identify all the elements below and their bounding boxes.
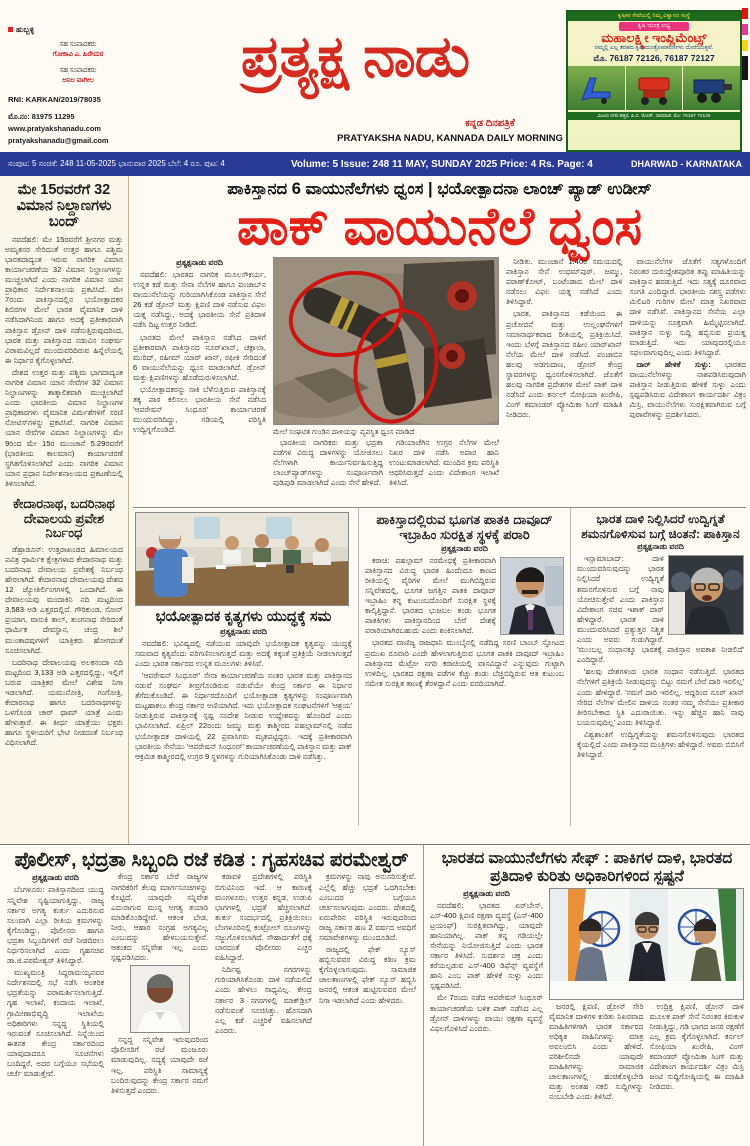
editor-label: ಸಹ ಸಂಪಾದಕರು bbox=[59, 41, 97, 49]
editor-name: ಗೋಕಾವಿ ಎ. ಹಿರೇಮಠ bbox=[52, 51, 104, 59]
contact-block bbox=[8, 111, 148, 147]
editor-block bbox=[8, 40, 148, 60]
police-article-column-3 bbox=[215, 872, 312, 1097]
main-story-paragraph: ಭಯೋತ್ಪಾದಕರನ್ನು ಸಾಕಿ ಬೆಳೆಸುತ್ತಿರುವ ಪಾಕಿಸ್ತಾನಕ್ಕೆ ತಕ್ಕ ಪಾಠ ಕಲಿಸಲು ಭಾರತೀಯ ಸೇನೆ ನಡೆಸಿದ 'ಆಪರೇಷನ್ ಸಿಂಧೂರ' ಕಾರ್ಯಾಚರಣೆ ಮುಂದುವರಿದಿದ್ದು, ಗಡಿಯಲ್ಲಿ ಪರಿಸ್ಥಿತಿ ಉದ್ವಿಗ್ನಗೊಂಡಿದೆ. bbox=[133, 385, 266, 435]
airbase-article-column-1 bbox=[430, 888, 543, 1105]
rail-article1-paragraph: ನವದೆಹಲಿ: ಮೇ 15ರವರೆಗೆ ಶ್ರೀನಗರ ಮತ್ತು ಅಮೃತಸರ ಸೇರಿದಂತೆ ಉತ್ತರ ಹಾಗೂ ಪಶ್ಚಿಮ ಭಾರತದಾದ್ಯಂತ ಇರುವ ನಾಗರಿಕ ವಿಮಾನ ಕಾರ್ಯಾಚರಣೆಯ 32 ವಿಮಾನ ನಿಲ್ದಾಣಗಳನ್ನು ಮುಚ್ಚಲಾಗಿದೆ ಎಂದು ನಾಗರಿಕ ವಿಮಾನ ಯಾನ ಪ್ರಾಧಿಕಾರ ನಿರ್ದೇಶನಾಲಯ ಪ್ರಕಟಿಸಿದೆ. ಮೇ 7ರಂದು ಪಾಕಿಸ್ತಾನದಲ್ಲಿನ ಭಯೋತ್ಪಾದಕರ ಶಿಬಿರಗಳ ಮೇಲೆ ಭಾರತ ವೈಮಾನಿಕ ದಾಳಿ ನಡೆಸಿದಾಗಿನಿಂದ ಹಾಗೂ ಅದಕ್ಕೆ ಪ್ರತೀಕಾರವಾಗಿ ಪಾಕಿಸ್ತಾನ ಡ್ರೋನ್ ದಾಳಿ ನಡೆಸುತ್ತಿರುವುದರಿಂದ, ಭಾರತ ಮತ್ತು ಪಾಕಿಸ್ತಾನದ ನಡುವಿನ ಸಂಘರ್ಷ ವಿರಾಮವಿಲ್ಲದೆ ಮುಂದುವರಿದಿರುವ ಹಿನ್ನೆಲೆಯಲ್ಲಿ ಈ ನಿರ್ಧಾರ ಕೈಗೊಳ್ಳಲಾಗಿದೆ. bbox=[5, 234, 123, 365]
masthead-info-block bbox=[8, 24, 148, 147]
byline: ಪ್ರತ್ಯಕ್ಷನಾಡು ವರದಿ bbox=[176, 258, 223, 267]
main-photo-caption: ಮೇಲೆ ಸಂಘಟಿತ ಗುಂಡಿನ ದಾಳಿಯನ್ನು ವ್ಯವಸ್ಥಿತ ಧ್ವಂಸ ಮಾಡಿದೆ bbox=[273, 427, 415, 436]
airbase-safe-article bbox=[424, 845, 750, 1146]
dawood-article bbox=[359, 508, 571, 826]
left-rail bbox=[0, 176, 129, 844]
editor-block bbox=[8, 66, 148, 86]
pakistan-reaction-headline: ಭಾರತ ದಾಳಿ ನಿಲ್ಲಿಸಿದರೆ ಉದ್ವಿಗ್ನತೆ ಶಮನಗೊಳಿಸುವ ಬಗ್ಗೆ ಚಿಂತನೆ: ಪಾಕಿಸ್ತಾನ bbox=[581, 512, 740, 541]
pm-meeting-photo bbox=[135, 512, 349, 606]
airbase-article-right bbox=[549, 888, 744, 1105]
ad-product-photos bbox=[568, 66, 740, 110]
edition-region: DHARWAD - KARNATAKA bbox=[631, 159, 742, 169]
masthead bbox=[0, 0, 750, 152]
ad-subtitle: ನಮ್ಮಲ್ಲಿ ಎಲ್ಲ ತರಹದ ಕೃಷಿ ಯಂತ್ರೋಪಕರಣಗಳು ದೊರೆಯುತ್ತವೆ. bbox=[594, 45, 714, 52]
airbase-safe-headline: ಭಾರತದ ವಾಯುನೆಲೆಗಳು ಸೇಫ್ : ಪಾಕಿಗಳ ದಾಳಿ, ಭಾರತದ ಪ್ರತಿದಾಳಿ ಕುರಿತು ಅಧಿಕಾರಿಗಳಿಂದ ಸ್ಪಷ್ಟನೆ bbox=[441, 850, 733, 886]
terror-war-article bbox=[133, 508, 359, 826]
police-article-column-1 bbox=[7, 872, 104, 1097]
police-paragraph: ಕರಾವಳಿ ಪ್ರದೇಶಗಳಲ್ಲಿ ಪರಿಸ್ಥಿತಿ ಬಿಗುವಿನಿಂದ ಇದೆ. ಆ ಕಾರಣಕ್ಕೆ ಮಂಗಳೂರು, ಉತ್ತರ ಕನ್ನಡ, ಉಡುಪಿ ಭಾಗಗಳಲ್ಲಿ ಭದ್ರತೆ ಹೆಚ್ಚಿಸಲಾಗಿದೆ. ತುರ್ತು ಸಂದರ್ಭದಲ್ಲಿ ಪ್ರತಿಕ್ರಿಯಿಸಲು ಬೆಂಗಳೂರಿನಲ್ಲಿ ಕಂಟ್ರೋಲ್ ರೂಂಗಳನ್ನು ಸಜ್ಜುಗೊಳಿಸಲಾಗಿದೆ. ಸೌಹಾರ್ದತೆಗೆ ಧಕ್ಕೆ ಬಾರದಂತೆ ಪೊಲೀಸರು ಎಚ್ಚರ ವಹಿಸಿದ್ದಾರೆ. bbox=[215, 872, 312, 963]
print-color-mark bbox=[742, 8, 748, 19]
tagline-kannada: ಕನ್ನಡ ದಿನಪತ್ರಿಕೆ bbox=[465, 118, 515, 129]
bottom-band bbox=[0, 844, 750, 1146]
byline: ಪ್ರತ್ಯಕ್ಷನಾಡು ವರದಿ bbox=[637, 542, 684, 552]
rail-article2-headline: ಕೇದಾರನಾಥ, ಬದರಿನಾಥ ದೇವಾಲಯ ಪ್ರವೇಶ ನಿರ್ಬಂಧ bbox=[13, 496, 115, 541]
paragraph-lead: ದಾರ್ ಹೇಳಿಕೆ ಸುಳ್ಳು: bbox=[636, 359, 726, 369]
ad-address: ವಿಜಯ ನಗರ ಹತ್ತಿರ, ಪಿ.ಬಿ. ರೋಡ್, ಧಾರವಾಡ. ಮೊ: 76187 72126 bbox=[568, 112, 740, 120]
main-story-column-4 bbox=[506, 257, 623, 503]
wreckage-photo bbox=[273, 257, 499, 425]
main-story-paragraph: ನವದೆಹಲಿ: ಭಾರತದ ನಾಗರಿಕ ಮೂಲಸೌಕರ್ಯ, ಉನ್ನತ ಕಡೆ ಮತ್ತು ಸೇನಾ ನೆಲೆಗಳ ಹಾಗೂ ಪಂಜಾಬ್‌ನ ವಾಯುನೆಲೆಯನ್ನು ಗುರಿಯಾಗಿಸಿಕೊಂಡ ಪಾಕಿಸ್ತಾನ ಸೇನೆ 26 ಕಡೆ ಡ್ರೋನ್ ಮತ್ತು ಕ್ಷಿಪಣಿ ದಾಳಿ ನಡೆಸುವ ವಿಫಲ ಯತ್ನ ನಡೆಸಿದ್ದು, ಅದಕ್ಕೆ ಭಾರತೀಯ ಸೇನೆ ಪ್ರತಿದಾಳಿ ನಡೆಸಿ ದಿಟ್ಟ ಉತ್ತರ ನೀಡಿದೆ. bbox=[133, 270, 266, 330]
airbase-paragraph: ಜನರಲ್ಲಿ ಕ್ಷಿಪಣಿ, ಡ್ರೋನ್ ಸೇರಿ ವೈಮಾನಿಕ ದಾಳಿಗಳ ಕುರಿತು ನಿಖರವಾದ ಮಾಹಿತಿಗಳಿಗಾಗಿ ಭಾರತ ಸರ್ಕಾರದ ಅಧಿಕೃತ ವಾಹಿನಿಗಳನ್ನು ಮಾತ್ರ ಅವಲಂಬಿಸಿ ಎಂದು ಹೇಳಿದೆ. ಪರಿಶೀಲಿಸದೇ ಯಾವುದೇ ಮಾಹಿತಿಗಳನ್ನು ಸಾಮಾಜಿಕ ಜಾಲತಾಣಗಳಲ್ಲಿ ಹಂಚಿಕೊಳ್ಳಬೇಡಿ ಮತ್ತು ಅಂತಹ ನಕಲಿ ಸುದ್ದಿಗಳನ್ನು ನಂಬಬೇಡಿ ಎಂದು ತಿಳಿಸಿದೆ. bbox=[549, 1001, 644, 1102]
issue-info-bar bbox=[0, 152, 750, 176]
dawood-paragraph: ಕರಾಚಿ: ಪಹಲ್ಗಾಮ್ ನರಮೇಧಕ್ಕೆ ಪ್ರತೀಕಾರವಾಗಿ ಪಾಕಿಸ್ತಾನದ ವಿರುದ್ಧ ಭಾರತ ಹಿಂದೆಂದೂ ಕಾಣದ ರೀತಿಯಲ್ಲಿ ವೈರಿಗಳ ಮೇಲೆ ಮುಗಿಬಿದ್ದಿರುವ ಸನ್ನಿವೇಶದಲ್ಲಿ, ಭೂಗತ ಜಗತ್ತಿನ ಪಾತಕಿ ದಾವೂದ್ ಇಬ್ರಾಹಿಂ ತನ್ನ ಕುಟುಂಬದೊಂದಿಗೆ ಸುರಕ್ಷಿತ ಸ್ಥಳಕ್ಕೆ ಕಾಲ್ಕಿತ್ತಿದ್ದಾನೆ. ಭಾರತದ ಭುಜಬಲ ಕಂಡು ಭೂಗತ ಪಾತಕಿಗಳು ಪಾಕಿಸ್ತಾನದಿಂದ ಬೇರೆ ದೇಶಕ್ಕೆ ಪರಾರಿಯಾಗಿರಬಹುದು ಎಂದು ಶಂಕಿಸಲಾಗಿದೆ. bbox=[365, 555, 496, 636]
website-link[interactable]: www.pratyakshanadu.com bbox=[8, 124, 101, 134]
main-story-paragraph: ವಾಯುನೆಲೆಗಳ ಜೊತೆಗೆ ಸತ್ಯಗಳೊಂದಿಗೆ ನಿರಂತರ ದುರುದ್ದೇಶಪೂರಿತ ತಪ್ಪು ಮಾಹಿತಿಯನ್ನು ಪಾಕಿಸ್ತಾನ ಹರಡುತ್ತಿದೆ. ಇದು ಸತ್ಯಕ್ಕೆ ದೂರವಾದ ಸಂಗತಿ ಎಂದಿದ್ದಾರೆ. ಭಾರತೀಯ ಸಶಸ್ತ್ರ ಪಡೆಗಳು ಮಿಲಿಟರಿ ಗುರಿಗಳ ಮೇಲೆ ಮಾತ್ರ ನಿಖರವಾದ ದಾಳಿ ನಡೆಸಿವೆ. ಪಾಕಿಸ್ತಾನದ ಸೇನೆಯ ಎಲ್ಲಾ ದಾಳಿಯನ್ನು ಸೂಕ್ತವಾಗಿ ಹಿಮ್ಮೆಟ್ಟಿಸಲಾಗಿದೆ. ಪಾಕಿಸ್ತಾನ ಸುಳ್ಳು ಸುದ್ದಿ ಹಬ್ಬಿಸುವ ಪ್ರಯತ್ನ ಮಾಡುತ್ತಿದೆ. ಇದು ಯಾವುದರಲ್ಲಿಯೂ ಸಫಲವಾಗುವುದಿಲ್ಲ ಎಂದು ತಿಳಿಸಿದ್ದಾರೆ. bbox=[629, 257, 746, 357]
ad-top-banner: ಕೃಷಿಕರ ಸೇವೆಯಲ್ಲಿ ನಿಮ್ಮ ವಿಶ್ವಾಸದ ಸಂಸ್ಥೆ bbox=[568, 12, 740, 21]
pakistan-paragraph: ಇಸ್ಲಾಮಾಬಾದ್: ದಾಳಿ ಮುಂದುವರಿಸುವುದನ್ನು ಭಾರತ ನಿಲ್ಲಿಸಿದರೆ ಉದ್ವಿಗ್ನತೆ ಶಮನಗೊಳಿಸುವ ಬಗ್ಗೆ ನಾವು ಯೋಚಿಸುತ್ತೇವೆ ಎಂದು ಪಾಕಿಸ್ತಾನ ವಿದೇಶಾಂಗ ಸಚಿವ ಇಶಾಕ್ ದಾರ್ ಹೇಳಿದ್ದಾರೆ. ಭಾರತ ದಾಳಿ ಮುಂದುವರಿಸಿದರೆ ಪ್ರತ್ಯುತ್ತರ ನಿಶ್ಚಿತ ಎಂದು ಅವರು ಗುಡುಗಿದ್ದಾರೆ. 'ಮುಂಬಲ್ಲ ಸಂಧಾನಕ್ಕೂ ಭಾರತಕ್ಕೆ ಪಾಕಿಸ್ತಾನ ಅವಕಾಶ ನೀಡಲಿದೆ' ಎಂದಿದ್ದಾರೆ. bbox=[577, 554, 744, 665]
rail-article2-paragraph: ಬದರಿನಾಥ ದೇವಾಲಯವು ಅಲಕನಂದಾ ನದಿ ಮಟ್ಟದಿಂದ 3,133 ಅಡಿ ಎತ್ತರದಲ್ಲಿದ್ದು, ಇಲ್ಲಿಗೆ ಬರುವ ಯಾತ್ರಿಕರ ಮೇಲೆ ವಿಶೇಷ ನಿಗಾ ಇಡಲಾಗಿದೆ. ಯಮುನೋತ್ರಿ, ಗಂಗೋತ್ರಿ, ಕೇದಾರನಾಥ ಹಾಗೂ ಬದರಿನಾಥಗಳನ್ನು ಒಳಗೊಂಡ ಚಾರ್ ಧಾಮ್ ಯಾತ್ರೆ ಎಂದು ಹೇಳುತ್ತಾರೆ. ಈ ತೀರ್ಥ ಯಾತ್ರೆಯು ಭಕ್ತರು ಹಾಗೂ ಸ್ಥಳೀಯರಿಗೆ ಭೇಟಿ ನೀಡದಂತೆ ನಿರ್ಬಂಧ ವಿಧಿಸಲಾಗಿದೆ. bbox=[5, 657, 123, 748]
byline: ಪ್ರತ್ಯಕ್ಷನಾಡು ವರದಿ bbox=[32, 873, 79, 883]
rail-article2-paragraph: ಡೆಹ್ರಾಡೂನ್: ಉತ್ತರಾಖಂಡದ ಹಿಮಾಲಯದ ಪವಿತ್ರ ಧಾರ್ಮಿಕ ಕ್ಷೇತ್ರಗಳಾದ ಕೇದಾರನಾಥ ಮತ್ತು ಬದರಿನಾಥ ದೇವಾಲಯ ಪ್ರವೇಶಕ್ಕೆ ನಿರ್ಬಂಧ ಹೇರಲಾಗಿದೆ. ಕೇದಾರನಾಥ ದೇವಾಲಯವು ದೇಶದ 12 ಜ್ಯೋತಿರ್ಲಿಂಗಗಳಲ್ಲಿ ಒಂದಾಗಿದೆ. ಈ ದೇವಾಲಯವು ಮಂದಾಕಿನಿ ನದಿ ಮಟ್ಟದಿಂದ 3,583 ಅಡಿ ಎತ್ತರದಲ್ಲಿದೆ. ಗೌರಿಕುಂಡ, ಸೋನ್ ಪ್ರಯಾಗ, ವಾಸುಕಿ ತಾಲ್, ತುಂಗನಾಥ ಸೇರಿದಂತೆ ಧಾರ್ಮಿಕ ದೇವಸ್ಥಾನ, ಚಂದ್ರ ಶಿಲೆ ಮುಂತಾದವುಗಳಿಗೆ ಯಾತ್ರಿಕರು ಹೋಗದಂತೆ ಸೂಚಿಸಲಾಗಿದೆ. bbox=[5, 544, 123, 655]
print-color-mark bbox=[742, 56, 748, 80]
byline: ಪ್ರತ್ಯಕ್ಷನಾಡು ವರದಿ bbox=[463, 888, 510, 898]
newspaper-title: ಪ್ರತ್ಯಕ್ಷ ನಾಡು bbox=[240, 24, 470, 89]
byline: ಪ್ರತ್ಯಕ್ಷನಾಡು ವರದಿ bbox=[441, 543, 488, 553]
ad-phone: ಮೊ. 76187 72126, 76187 72127 bbox=[593, 53, 715, 64]
terror-war-paragraph: 'ಆಪರೇಷನ್ ಸಿಂಧೂರ್' ಸೇನಾ ಕಾರ್ಯಾಚರಣೆಯ ನಂತರ ಭಾರತ ಮತ್ತು ಪಾಕಿಸ್ತಾನದ ನಡುವೆ ಸಂಘರ್ಷ ತೀವ್ರಗೊಂಡಿರುವ ನಡುವೆಯೇ ಕೇಂದ್ರ ಸರ್ಕಾರ ಈ ನಿರ್ಧಾರ ತೆಗೆದುಕೊಂಡಿದೆ. ಈ ನಿರ್ಧಾರದೊಂದಿಗೆ ಭಯೋತ್ಪಾದಕ ಕೃತ್ಯಗಳನ್ನು ಸಂಪೂರ್ಣವಾಗಿ ಮಟ್ಟಹಾಕಲು ಕೇಂದ್ರ ಸರ್ಕಾರ ಅಣಿಯಾಗಿದೆ. ಇದು ಭಯೋತ್ಪಾದಕ ಸಂಘಟನೆಗಳಿಗೆ 'ಆಶ್ರಯ' ನೀಡುತ್ತಿರುವ ಪಾಕಿಸ್ತಾನಕ್ಕೆ ಸ್ಪಷ್ಟ ಸಂದೇಶ ನೀಡುವ ಉದ್ದೇಶವನ್ನು ಹೊಂದಿದೆ ಎಂದು ಭಾವಿಸಲಾಗಿದೆ. ಏಪ್ರಿಲ್ 22ರಂದು ಜಮ್ಮು ಮತ್ತು ಕಾಶ್ಮೀರದ ಪಹಲ್ಗಾಮ್‌ನಲ್ಲಿ ನಡೆದ ಭಯೋತ್ಪಾದಕ ದಾಳಿಯಲ್ಲಿ 22 ಪ್ರವಾಸಿಗರು ಮೃತಪಟ್ಟಿದ್ದರು. ಇದಕ್ಕೆ ಪ್ರತೀಕಾರವಾಗಿ ಭಾರತೀಯ ಸೇನೆಯು 'ಆಪರೇಷನ್ ಸಿಂಧೂರ್' ಕಾರ್ಯಾಚರಣೆಯಲ್ಲಿ ಪಾಕಿಸ್ತಾನ ಮತ್ತು ಪಾಕ್ ಆಕ್ರಮಿತ ಕಾಶ್ಮೀರದಲ್ಲಿ ಉಗ್ರರ 9 ಸ್ಥಳಗಳನ್ನು ಗುರಿಯಾಗಿಸಿಕೊಂಡು ದಾಳಿ ನಡೆಸಿತ್ತು. bbox=[135, 670, 352, 761]
main-story-body bbox=[133, 257, 746, 503]
ad-title: ಮಹಾಲಕ್ಷ್ಮೀ ಇಂಪ್ಲಿಮೆಂಟ್ಸ್ bbox=[601, 31, 707, 45]
police-leave-headline: ಪೊಲೀಸ್, ಭದ್ರತಾ ಸಿಬ್ಬಂದಿ ರಜೆ ಕಡಿತ : ಗೃಹಸಚಿವ ಪರಮೇಶ್ವರ್ bbox=[14, 849, 409, 871]
dawood-paragraph: ಭಾರತದ ವಾಣಿಜ್ಯ ರಾಜಧಾನಿ ಮುಂಬೈನಲ್ಲಿ ನಡೆದಿದ್ದ ಸರಣಿ ಬಾಂಬ್ ಸ್ಫೋಟದ ಪ್ರಮುಖ ರೂವಾರಿ ಎಂದೇ ಹೇಳಲಾಗುತ್ತಿರುವ ಭೂಗತ ಪಾತಕಿ ದಾವೂದ್ ಇಬ್ರಾಹಿಂ ಪಾಕಿಸ್ತಾನದ ಮೆಟ್ರೋ ನಗರಿ ಕರಾಚಿಯಲ್ಲಿ ವಾಸವಿದ್ದಾನೆ ಎನ್ನುವುದು ಗುಟ್ಟಾಗಿ ಉಳಿದಿಲ್ಲ. ಭಾರತದ ರಕ್ಷಣಾ ಪಡೆಗಳ ಕೆಚ್ಚು ಕಂಡು ಬೆಚ್ಚಿಬಿದ್ದಿರುವ ಆತ ಕುಟುಂಬ ಸಮೇತ ಸುರಕ್ಷಿತ ತಾಣಕ್ಕೆ ತೆರಳಿದ್ದಾನೆ ಎಂದು ವರದಿಯಾಗಿದೆ. bbox=[365, 638, 564, 688]
byline: ಪ್ರತ್ಯಕ್ಷನಾಡು ವರದಿ bbox=[220, 626, 267, 636]
print-color-mark bbox=[742, 40, 748, 51]
police-paragraph: ಬೆಂಗಳೂರು: ಪಾಕಿಸ್ತಾನದಿಂದ ಯುದ್ಧ ಸನ್ನಿವೇಶ ಸೃಷ್ಟಿಯಾಗುತ್ತಿದ್ದು, ರಾಜ್ಯ ಸರ್ಕಾರ ಅಗತ್ಯ ತುರ್ತು ಎದುರಿಸುವ ಸಲುವಾಗಿ ಎಲ್ಲಾ ರೀತಿಯ ಕ್ರಮಗಳನ್ನು ಕೈಗೊಂಡಿದ್ದು, ಪೊಲೀಸರು ಹಾಗೂ ಭದ್ರತಾ ಸಿಬ್ಬಂದಿಗಳಿಗೆ ರಜೆ ನೀಡದಿರಲು ನಿರ್ಧರಿಸಲಾಗಿದೆ ಎಂದು ಗೃಹಸಚಿವ ಡಾ.ಜಿ.ಪರಮೇಶ್ವರ್ ತಿಳಿಸಿದ್ದಾರೆ. bbox=[7, 885, 104, 966]
plough-image bbox=[568, 66, 625, 110]
police-paragraph: ಸನ್ನದ್ಧ ಸನ್ನಿವೇಶ ಇರುವುದರಿಂದ ಪೊಲೀಸರಿಗೆ ರಜೆ ಮಂಜೂರು ಮಾಡುವುದಿಲ್ಲ. ಸದ್ಯಕ್ಕೆ ಯಾವುದೇ ರಜೆ ಇಲ್ಲ. ಪರಿಸ್ಥಿತಿ ಸಾಮಾನ್ಯಕ್ಕೆ ಬಂದಿರುವುದನ್ನು ಕೇಂದ್ರ ಸರ್ಕಾರ ನಮಗೆ ತಿಳಿಸುತ್ತದೆ ಎಂದರು. bbox=[111, 1035, 208, 1095]
phone-number: ಮೊ.ನಂ: 81975 11295 bbox=[8, 112, 75, 122]
email-link[interactable]: pratyakshanadu@gmail.com bbox=[8, 136, 109, 146]
airbase-paragraph: ಉದ್ರಿಕ್ತ ಕ್ಷಿಪಣಿ, ಡ್ರೋನ್ ದಾಳಿ ಮೂಲಕ ಪಾಕ್ ಸೇನೆ ನಿರಂತರ ಕಿರುಕುಳ ನೀಡುತ್ತಿದ್ದು, ಗಡಿ ಭಾಗದ ಜನರ ರಕ್ಷಣೆಗೆ ಎಲ್ಲ ಕ್ರಮ ಕೈಗೊಳ್ಳಲಾಗಿದೆ. ಕರ್ನಲ್ ಸೋಫಿಯಾ ಖುರೇಷಿ, ವಿಂಗ್ ಕಮಾಂಡರ್ ವ್ಯೋಮಿಕಾ ಸಿಂಗ್ ಮತ್ತು ವಿದೇಶಾಂಗ ಕಾರ್ಯದರ್ಶಿ ವಿಕ್ರಂ ಮಿಸ್ರಿ ಜಂಟಿ ಸುದ್ದಿಗೋಷ್ಠಿಯಲ್ಲಿ ಈ ಮಾಹಿತಿ ನೀಡಿದರು. bbox=[649, 1001, 744, 1092]
main-story-column-1 bbox=[133, 257, 266, 503]
main-story-kicker: ಪಾಕಿಸ್ತಾನದ 6 ವಾಯುನೆಲೆಗಳು ಧ್ವಂಸ | ಭಯೋತ್ಪಾದನಾ ಲಾಂಚ್ ಪ್ಯಾಡ್ ಉಡೀಸ್ bbox=[227, 180, 652, 198]
edition-city: ಹುಬ್ಬಳ್ಳಿ bbox=[8, 24, 148, 35]
editor-label: ಸಹ ಸಂಪಾದಕರು bbox=[59, 66, 97, 74]
police-article-column-4 bbox=[319, 872, 416, 1097]
tagline-english: PRATYAKSHA NADU, KANNADA DAILY MORNING bbox=[337, 133, 563, 144]
rni-number: RNI: KARKAN/2019/78035 bbox=[8, 95, 101, 104]
main-story-column-5 bbox=[630, 257, 747, 503]
police-article-column-2 bbox=[111, 872, 208, 1097]
ad-ribbon: ಕೃಷಿ ಯಂತ್ರ ಲಭ್ಯ bbox=[619, 22, 689, 31]
police-paragraph: ನಿರ್ದಿಷ್ಟ ನಗರಗಳನ್ನು ಗುರಿಯಾಗಿಸಿಕೊಂಡು ದಾಳಿ ನಡೆಯಲಿದೆ ಎಂದು ಹೇಳಲು ಸಾಧ್ಯವಿಲ್ಲ. ಕೇಂದ್ರ ಸರ್ಕಾರ 3 ನಗರಗಳಲ್ಲಿ ಮಾಕ್‌ಡ್ರಿಲ್ ನಡೆಸುವಂತೆ ಸೂಚಿಸಿತ್ತು. ಹೊಸದಾಗಿ ಎಲ್ಲ ಕಡೆ ಎಚ್ಚರಿಕೆ ವಹಿಸಲಾಗಿದೆ ಎಂದರು. bbox=[215, 965, 312, 1035]
police-paragraph: ಕೇಂದ್ರ ಸರ್ಕಾರ ಬೇರೆ ರಾಜ್ಯಗಳ ನಾಗರಿಕರಿಗೆ ಕೆಲವು ಮಾರ್ಗಸೂಚಿಗಳನ್ನು ಕೊಟ್ಟಿದೆ. ಯಾವುದೇ ಸನ್ನಿವೇಶ ಎದುರಾಗುವ ಮುನ್ನ ಅಗತ್ಯ ತಯಾರಿ ಮಾಡಿಕೊಂಡಿದ್ದೇವೆ. ಆತಂಕ ಬೇಡ, ನೀರು, ಆಹಾರ ಸಂಗ್ರಹ ಅಗತ್ಯವಿಲ್ಲ ಎಂಬುದನ್ನು ಹೇಳಬಯಸುತ್ತೇನೆ. ಆತಂಕದ ಸನ್ನಿವೇಶ ಇಲ್ಲ ಎಂದು ಸ್ಪಷ್ಟಪಡಿಸಿದರು. bbox=[111, 872, 208, 963]
airbase-paragraph: ಮೇ 7ರಂದು ನಡೆದ ಆಪರೇಷನ್ ಸಿಂಧೂರ್ ಕಾರ್ಯಾಚರಣೆಯ ಬಳಿಕ ಪಾಕ್ ನಡೆಸಿದ ಎಲ್ಲ ಡ್ರೋನ್ ದಾಳಿಗಳನ್ನು ವಾಯು ರಕ್ಷಣಾ ವ್ಯವಸ್ಥೆ ವಿಫಲಗೊಳಿಸಿದೆ ಎಂದರು. bbox=[430, 993, 543, 1033]
main-story-paragraph: ಗಡಿಯಾಚೆಗಿನ ಉಗ್ರರ ನೆಲೆಗಳ ಮೇಲೆ ನಿಖರ ದಾಳಿ ನಡೆಸಿ ಅಪಾರ ಹಾನಿ ಉಂಟುಮಾಡಲಾಗಿದೆ. ಮುಂದಿನ ಕ್ರಮ ಪರಿಸ್ಥಿತಿ ಆಧರಿಸಿರುತ್ತದೆ ಎಂದು ವಿದೇಶಾಂಗ ಇಲಾಖೆ ತಿಳಿಸಿದೆ. bbox=[389, 438, 499, 488]
main-story-paragraph: ಭಾರತೀಯ ನಾಗರಿಕರು ಮತ್ತು ಭದ್ರತಾ ಪಡೆಗಳ ವಿರುದ್ಧ ದಾಳಿಗಳನ್ನು ಯೋಜಿಸಲು ನೆಲೆಗಳಾಗಿ ಕಾರ್ಯನಿರ್ವಹಿಸುತ್ತಿದ್ದ ಲಾಂಚ್‌ಪ್ಯಾಡ್‌ಗಳನ್ನು ಸಂಪೂರ್ಣವಾಗಿ ಪುಡಿಪುಡಿ ಮಾಡಲಾಗಿದೆ ಎಂದು ಸೇನೆ ಹೇಳಿದೆ. bbox=[273, 438, 383, 488]
pakistan-paragraph: 'ಹಲವು ದೇಶಗಳಿಂದ ಭಾರತ ಸಂಧಾನ ನಡೆಸುತ್ತಿದೆ. ಭಾರತದ ನೆಲೆಗಳಿಗೆ ಪ್ರತಿಕ್ರಿಯೆ ನೀಡುವುದನ್ನು ಬಿಟ್ಟು ನಮಗೆ ಬೇರೆ ದಾರಿ ಇರಲಿಲ್ಲ' ಎಂದು ಹೇಳಿದ್ದಾರೆ. 'ನಮಗೆ ದಾರಿ ಇರಲಿಲ್ಲ. ಆದ್ದರಿಂದ ನೂರ್ ಖಾನ್ ಸೇರಿದ ನೆಲೆಗಳ ಮೇಲಿನ ದಾಳಿಯ ನಂತರ ನಮ್ಮ ಸೇನೆಯು ಪ್ರತೀಕಾರ ತೀರಿಸಬೇಕಾದ ಸ್ಥಿತಿ ಎದುರಾಯಿತು. ಇನ್ನು ಹೆಚ್ಚಿನ ಹಾನಿ ನಾವು ಬಯಸುವುದಿಲ್ಲ' ಎಂದು ತಿಳಿಸಿದ್ದಾರೆ. bbox=[577, 667, 744, 727]
pakistan-paragraph: ವಿಶ್ವಶಾಂತಿಗೆ ಉದ್ವಿಗ್ನತೆಯನ್ನು ಶಮನಗೊಳಿಸುವುದು ಭಾರತದ ಕೈಯಲ್ಲಿದೆ ಎಂದು ಪಾಕಿಸ್ತಾನದ ಮಂತ್ರಿಗಳು ಹೇಳಿದ್ದಾರೆ. ಅವರು ಬಿಬಿಸಿಗೆ ತಿಳಿಸಿದ್ದಾರೆ. bbox=[577, 729, 744, 760]
advertisement-box bbox=[566, 10, 742, 152]
airbase-paragraph: ನವದೆಹಲಿ: ಭಾರತದ ಏರ್‌ಬೇಸ್, ಎಸ್-400 ಕ್ಷಿಪಣಿ ರಕ್ಷಣಾ ವ್ಯವಸ್ಥೆ (ಎಸ್-400 ಟ್ರಯಂಫ್) ಸುರಕ್ಷಿತವಾಗಿದ್ದು, ಯಾವುದೇ ಹಾನಿಯಾಗಿಲ್ಲ. ಪಾಕ್ ತನ್ನ ಗಡಿಯಲ್ಲೇ ಸೇನೆಯನ್ನು ನಿಯೋಜಿಸುತ್ತಿದೆ ಎಂದು ಭಾರತ ಸರ್ಕಾರ ತಿಳಿಸಿದೆ. ಸುದರ್ಶನ ಚಕ್ರ ಎಂದು ಕರೆಯಲ್ಪಡುವ ಎಸ್-400 ಡಿಫೆನ್ಸ್ ವ್ಯವಸ್ಥೆಗೆ ಹಾನಿ ಎಂಬ ಪಾಕ್ ಹೇಳಿಕೆ ಸುಳ್ಳು ಎಂದು ಸ್ಪಷ್ಟಪಡಿಸಿದೆ. bbox=[430, 900, 543, 991]
main-story-photo-block bbox=[273, 257, 499, 503]
paragraph-text: ಭಾರತದ ವಾಯುನೆಲೆಗಳನ್ನು ನಾಶಪಡಿಸಿರುವುದಾಗಿ ಪಾಕಿಸ್ತಾನ ನೀಡುತ್ತಿರುವ ಹೇಳಿಕೆ ಸುಳ್ಳು ಎಂದು ಸ್ಪಷ್ಟಪಡಿಸಿರುವ ವಿದೇಶಾಂಗ ಕಾರ್ಯದರ್ಶಿ ವಿಕ್ರಂ ಮಿಸ್ರಿ, ವಾಯುನೆಲೆಗಳು ಸುರಕ್ಷಿತವಾಗಿರುವ ಬಗ್ಗೆ ಪುರಾವೆಗಳನ್ನು ಪ್ರದರ್ಶಿಸಿದರು. bbox=[629, 359, 746, 420]
parameshwara-portrait-photo bbox=[130, 965, 190, 1033]
middle-band bbox=[133, 507, 746, 826]
main-story-area bbox=[129, 176, 750, 844]
police-paragraph: ಕ್ರಮಗಳನ್ನು ನಾವು ಅನುಸರಿಸುತ್ತೇವೆ. ಎಲ್ಲೆಲ್ಲಿ ಹೆಚ್ಚು ಭದ್ರತೆ ಒದಗಿಸಬೇಕು ಎಂಬುದರ ಬಗ್ಗೆಯೂ ಚರ್ಚಿಸಲಾಗುವುದು ಎಂದರು. ದೇಶದಲ್ಲಿ ಏರುಪೇರಿನ ಪರಿಸ್ಥಿತಿ ಇರುವುದರಿಂದ ರಾಜ್ಯ ಸರ್ಕಾರ ಹಣ 2 ವರ್ಷದ ಅವಧಿಗೆ ಸಮಾವೇಶಗಳನ್ನು ಮುಂದೂಡಿದೆ. bbox=[319, 872, 416, 942]
page-content bbox=[0, 176, 750, 1146]
pakistan-reaction-article bbox=[571, 508, 746, 826]
main-story-paragraph: ಭಾರತದ ಮೇಲೆ ಪಾಕಿಸ್ತಾನ ನಡೆಸಿದ ದಾಳಿಗೆ ಪ್ರತೀಕಾರವಾಗಿ ಪಾಕಿಸ್ತಾನದ ನೂರ್‌ಖಾನ್, ಚಕ್ಲಾಲಾ, ಮುರಿದ್, ರಹೀಮ್ ಯಾರ್ ಖಾನ್, ರಫೀಕಿ ಸೇರಿದಂತೆ 6 ವಾಯುನೆಲೆಯನ್ನು ಧ್ವಂಸ ಮಾಡಲಾಗಿದೆ. ಡ್ರೋನ್ ಮತ್ತು ಕ್ಷಿಪಣಿಗಳನ್ನು ಹೊಡೆದುರುಳಿಸಲಾಗಿದೆ. bbox=[133, 332, 266, 382]
issue-info-kannada: ಸಂಪುಟ: 5 ಸಂಚಿಕೆ: 248 11-05-2025 ಭಾನುವಾರ 2025 ಬೆಲೆ: 4 ರೂ. ಪುಟ: 4 bbox=[8, 159, 225, 168]
main-story-headline: ಪಾಕ್ ವಾಯುನೆಲೆ ಧ್ವಂಸ bbox=[236, 198, 643, 256]
issue-info-english: Volume: 5 Issue: 248 11 MAY, SUNDAY 2025 Price: 4 Rs. Page: 4 bbox=[291, 158, 593, 170]
main-story-paragraph: ಭಾರತ, ಪಾಕಿಸ್ತಾನದ ಕಡೆಯಿಂದ ಈ ಪ್ರಚೋದನೆ ಮತ್ತು ಉಲ್ಲಂಘನೆಗಳಿಗೆ ಸಮಾನಾರ್ಥಕವಾದ ರೀತಿಯಲ್ಲಿ ಪ್ರತಿಕ್ರಿಯಿಸಿದೆ. ಇಂದು ಬೆಳಗ್ಗೆ ಪಾಕಿಸ್ತಾನದ ರಹೀಂ ಯಾರ್‌ಖಾನ್ ನೆಲೆಯ ಮೇಲೆ ದಾಳಿ ನಡೆಸಿದೆ. ಪಂಜಾಬಿನ ಹಲವು ಅಡಗುದಾಣ, ಡ್ರೋನ್ ಕೇಂದ್ರ ಸ್ಥಾವರಗಳನ್ನು ಧ್ವಂಸಗೊಳಿಸಲಾಗಿದೆ. ಜೊತೆಗೆ ಹಲವು ನಾಗರಿಕ ಪ್ರದೇಶಗಳ ಮೇಲೆ ಪಾಕ್ ದಾಳಿ ನಡೆಸಿದೆ ಎಂದು ಕರ್ನಲ್ ಸೋಫಿಯಾ ಖುರೇಷಿ, ವಿಂಗ್ ಕಮಾಂಡರ್ ವ್ಯೋಮಿಕಾ ಸಿಂಗ್ ಮಾಹಿತಿ ನೀಡಿದರು. bbox=[506, 309, 623, 420]
dawood-headline: ಪಾಕಿಸ್ತಾದಲ್ಲಿರುವ ಭೂಗತ ಪಾತಕಿ ದಾವೂದ್ ಇಬ್ರಾಹಿಂ ಸುರಕ್ಷಿತ ಸ್ಥಳಕ್ಕೆ ಪರಾರಿ bbox=[376, 512, 553, 543]
police-paragraph: ಮುಖ್ಯಮಂತ್ರಿ ಸಿದ್ದರಾಮಯ್ಯನವರ ನಿರ್ದೇಶನದಲ್ಲಿ ಸಭೆ ನಡೆಸಿ ಆಂತರಿಕ ಭದ್ರತೆಯನ್ನು ಪರಾಮರ್ಶಿಸಲಾಗುತ್ತಿದೆ. ಗೃಹ ಇಲಾಖೆ, ಕಂದಾಯ ಇಲಾಖೆ, ಗ್ರಾಮೀಣಾಭಿವೃದ್ಧಿ ಇಲಾಖೆಯ ಅಧಿಕಾರಿಗಳು ಸನ್ನದ್ಧ ಸ್ಥಿತಿಯಲ್ಲಿ ಇರುವಂತೆ ಸೂಚಿಸಲಾಗಿದೆ. ನಿನ್ನೆಯಿಂದ ಈತನಕ ಕೇಂದ್ರ ಸರ್ಕಾರದಿಂದ ಯಾವುದಾದರೂ ಸೂಚನೆಗಳು ಬಂದಿದ್ದರೆ, ಅದರ ಬಗ್ಗೆಯೂ ಸಭೆಯಲ್ಲಿ ಚರ್ಚೆ ಮಾಡುತ್ತೇವೆ. bbox=[7, 968, 104, 1079]
press-conference-photo bbox=[549, 888, 744, 1000]
rail-article1-headline: ಮೇ 15ರವರೆಗೆ 32 ವಿಮಾನ ನಿಲ್ದಾಣಗಳು ಬಂದ್ bbox=[16, 182, 112, 231]
dawood-portrait-photo bbox=[500, 557, 564, 635]
terror-war-headline: ಭಯೋತ್ಪಾದಕ ಕೃತ್ಯಗಳು ಯುದ್ಧಕ್ಕೆ ಸಮ bbox=[155, 609, 332, 625]
editor-name: ಅನಿಲ ವಾಗೀಲ bbox=[62, 76, 94, 84]
print-color-mark bbox=[742, 24, 748, 35]
police-leave-article bbox=[0, 845, 424, 1146]
trailer-image bbox=[683, 66, 740, 110]
main-story-paragraph: ನೀಡಿತು. ಮುಂಜಾನೆ 1.40ರ ಸಮಯದಲ್ಲಿ ಪಾಕಿಸ್ತಾನ ಸೇನೆ ಉಧಮ್‌ಪುರ್, ಜಮ್ಮು, ಪಠಾಣ್‌ಕೋಟ್, ಬಂಟೆಂಡಾದ ಮೇಲೆ ದಾಳಿ ನಡೆಸಲು ವಿಫಲ ಯತ್ನ ನಡೆಸಿದೆ ಎಂದು ತಿಳಿಸಿದ್ದಾರೆ. bbox=[506, 257, 623, 307]
print-color-marks bbox=[742, 8, 748, 85]
main-story-paragraph bbox=[630, 360, 747, 421]
police-paragraph: ರಾಜ್ಯದಲ್ಲಿ ಫೇಕ್ ನ್ಯೂಸ್ ಹಬ್ಬಿಸುವವರ ವಿರುದ್ಧ ಕಠಿಣ ಕ್ರಮ ಕೈಗೊಳ್ಳಲಾಗುವುದು. ಸಾಮಾಜಿಕ ಜಾಲತಾಣಗಳಲ್ಲಿ ಫೇಕ್ ನ್ಯೂಸ್ ಹಬ್ಬಿಸಿ ಜನರಲ್ಲಿ ಆತಂಕ ಹುಟ್ಟಿಸುವವರ ಮೇಲೆ ನಿಗಾ ಇಡಲಾಗಿದೆ ಎಂದು ಹೇಳಿದರು. bbox=[319, 945, 416, 1005]
rotavator-image bbox=[626, 66, 683, 110]
terror-war-paragraph: ನವದೆಹಲಿ: ಭವಿಷ್ಯದಲ್ಲಿ ನಡೆಯುವ ಯಾವುದೇ ಭಯೋತ್ಪಾದಕ ಕೃತ್ಯವನ್ನು ಯುದ್ಧಕ್ಕೆ ಸಮವಾದ ಕೃತ್ಯವೆಂದು ಪರಿಗಣಿಸಲಾಗುತ್ತದೆ ಮತ್ತು ಅದಕ್ಕೆ ತಕ್ಕಂತೆ ಪ್ರತಿಕ್ರಿಯೆ ನೀಡಲಾಗುತ್ತದೆ ಎಂದು ಭಾರತ ಸರ್ಕಾರದ ಉನ್ನತ ಮೂಲಗಳು ತಿಳಿಸಿವೆ. bbox=[135, 638, 352, 668]
ishaq-dar-photo bbox=[668, 555, 744, 635]
under-photo-columns bbox=[273, 438, 499, 490]
rail-article1-paragraph: ದೇಶದ ಉತ್ತರ ಮತ್ತು ಪಶ್ಚಿಮ ಭಾಗದಾದ್ಯಂತ ನಾಗರಿಕ ವಿಮಾನ ಯಾನ ಸೇವೆಗಳ 32 ವಿಮಾನ ನಿಲ್ದಾಣಗಳನ್ನು ತಾತ್ಕಾಲಿಕವಾಗಿ ಮುಚ್ಚಲಾಗಿದೆ ಎಂದು ಭಾರತೀಯ ವಿಮಾನ ನಿಲ್ದಾಣಗಳ ಪ್ರಾಧಿಕಾರಗಳು ವೈಮಾನಿಕ ವಿರ್ಮಶೆಗಳಿಗೆ ಸರಣಿ ನೋಟಿಸ್‌ಗಳನ್ನು ಪ್ರಕಟಿಸಿವೆ. ನಾಗರಿಕ ವಿಮಾನ ಯಾನ ಸೇವೆಗಳ ವಿಮಾನ ನಿಲ್ದಾಣಗಳನ್ನು ಮೇ 9ರಿಂದ ಮೇ 15ರ ಮುಂಜಾನೆ 5.29ರವರೆಗೆ (ಭಾರತೀಯ ಕಾಲಮಾನ) ಕಾರ್ಯಾಚರಣೆ ಸ್ಥಗಿತಗೊಳಿಸಲಾಗಿದೆ ಎಂದು ನಾಗರಿಕ ವಿಮಾನ ಯಾನ ಪ್ರಧಾನ ನಿರ್ದೇಶನಾಲಯದ ಪ್ರಕಟಣೆಯಲ್ಲಿ ತಿಳಿಸಲಾಗಿದೆ. bbox=[5, 367, 123, 488]
